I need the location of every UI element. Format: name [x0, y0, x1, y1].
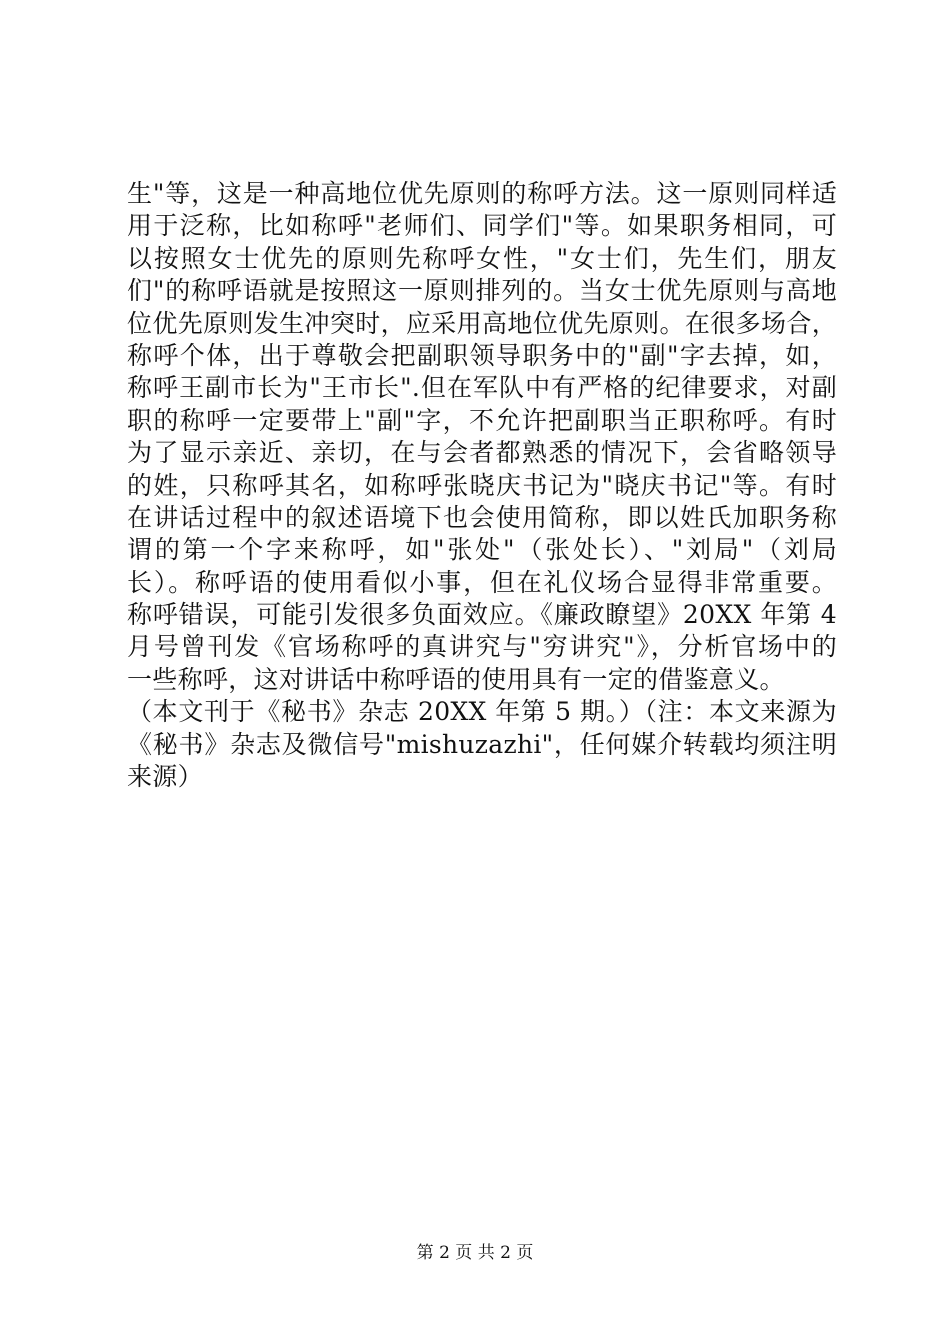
text-line: 们"的称呼语就是按照这一原则排列的。当女士优先原则与高地 — [127, 276, 837, 306]
text-line: 位优先原则发生冲突时，应采用高地位优先原则。在很多场合， — [127, 308, 837, 338]
text-line: 的姓，只称呼其名，如称呼张晓庆书记为"晓庆书记"等。有时 — [127, 470, 837, 500]
body-paragraph — [127, 178, 837, 793]
text-line: 月号曾刊发《官场称呼的真讲究与"穷讲究"》，分析官场中的 — [127, 632, 837, 662]
text-line: 生"等，这是一种高地位优先原则的称呼方法。这一原则同样适 — [127, 179, 837, 208]
text-line: 《秘书》杂志及微信号"mishuzazhi"，任何媒介转载均须注明 — [127, 729, 837, 759]
text-line: 长）。称呼语的使用看似小事，但在礼仪场合显得非常重要。 — [127, 567, 837, 597]
text-line: 用于泛称，比如称呼"老师们、同学们"等。如果职务相同，可 — [127, 211, 837, 241]
text-line: 称呼王副市长为"王市长".但在军队中有严格的纪律要求，对副 — [127, 373, 837, 403]
text-line: 称呼个体，出于尊敬会把副职领导职务中的"副"字去掉，如， — [127, 340, 837, 370]
text-line: 一些称呼，这对讲话中称呼语的使用具有一定的借鉴意义。 — [127, 664, 785, 694]
text-line: 为了显示亲近、亲切，在与会者都熟悉的情况下，会省略领导 — [127, 438, 837, 468]
text-line: （本文刊于《秘书》杂志 20XX 年第 5 期。）（注：本文来源为 — [127, 697, 837, 727]
text-line: 在讲话过程中的叙述语境下也会使用简称，即以姓氏加职务称 — [127, 502, 837, 532]
page-number-footer: 第 2 页 共 2 页 — [416, 1243, 534, 1263]
text-line: 职的称呼一定要带上"副"字，不允许把副职当正职称呼。有时 — [127, 405, 837, 435]
text-line: 称呼错误，可能引发很多负面效应。《廉政瞭望》20XX 年第 4 — [127, 600, 837, 630]
text-line: 来源） — [127, 762, 203, 792]
text-line: 以按照女士优先的原则先称呼女性，"女士们，先生们，朋友 — [127, 243, 837, 273]
text-line: 谓的第一个字来称呼，如"张处"（张处长）、"刘局"（刘局 — [127, 535, 837, 565]
